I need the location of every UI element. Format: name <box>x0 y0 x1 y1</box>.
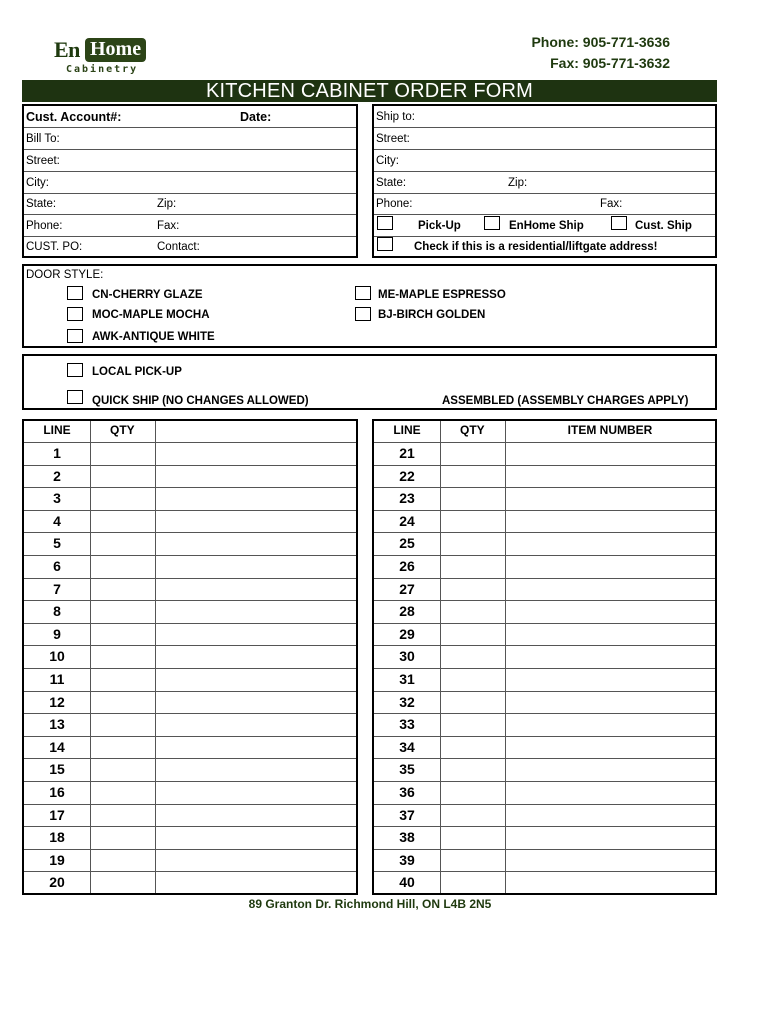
item-number-cell[interactable] <box>156 759 356 781</box>
pickup-label: Pick-Up <box>418 220 461 232</box>
qty-cell[interactable] <box>91 624 155 646</box>
qty-cell[interactable] <box>441 827 505 849</box>
qty-cell[interactable] <box>441 782 505 804</box>
item-number-cell[interactable] <box>506 737 715 759</box>
footer-address: 89 Granton Dr. Richmond Hill, ON L4B 2N5 <box>248 897 492 911</box>
residential-label: Check if this is a residential/liftgate address! <box>414 241 658 253</box>
qty-cell[interactable] <box>441 759 505 781</box>
qty-cell[interactable] <box>441 714 505 736</box>
line-number: 24 <box>399 512 415 529</box>
qty-cell[interactable] <box>441 443 505 465</box>
line-number: 14 <box>49 738 65 755</box>
delivery-options-section <box>22 354 717 410</box>
item-number-header: ITEM NUMBER <box>567 423 653 437</box>
line-number: 31 <box>399 671 415 687</box>
contact-label: Contact: <box>157 241 200 253</box>
item-number-cell[interactable] <box>156 872 356 894</box>
item-number-cell[interactable] <box>506 759 715 781</box>
items-table-right <box>372 419 717 895</box>
line-number: 30 <box>399 648 415 665</box>
line-number: 39 <box>399 851 415 868</box>
line-header: LINE <box>43 423 71 437</box>
local-pickup-checkbox[interactable] <box>67 363 83 377</box>
qty-cell[interactable] <box>441 646 505 668</box>
quick-ship-checkbox[interactable] <box>67 390 83 404</box>
line-number: 27 <box>399 580 415 597</box>
qty-cell[interactable] <box>91 872 155 894</box>
item-number-cell[interactable] <box>506 872 715 894</box>
line-number: 12 <box>49 693 65 710</box>
door-me-label: ME-MAPLE ESPRESSO <box>378 289 506 301</box>
qty-cell[interactable] <box>91 579 155 601</box>
ship-street-label: Street: <box>376 133 410 145</box>
bill-fax-label: Fax: <box>157 220 180 232</box>
line-number: 40 <box>399 874 415 891</box>
door-style-label: DOOR STYLE: <box>26 269 104 281</box>
item-number-cell[interactable] <box>506 601 715 623</box>
cust-po-label: CUST. PO: <box>26 241 83 253</box>
cust-account-label: Cust. Account#: <box>26 110 122 124</box>
company-logo <box>52 37 160 77</box>
qty-cell[interactable] <box>441 533 505 555</box>
door-bj-checkbox[interactable] <box>355 307 371 321</box>
qty-cell[interactable] <box>91 782 155 804</box>
line-number: 35 <box>399 761 415 778</box>
item-number-cell[interactable] <box>156 669 356 691</box>
logo-en: En <box>54 37 80 62</box>
item-number-cell[interactable] <box>156 488 356 510</box>
qty-cell[interactable] <box>441 601 505 623</box>
item-number-cell[interactable] <box>506 624 715 646</box>
ship-city-label: City: <box>376 155 399 167</box>
ship-phone-label: Phone: <box>376 198 413 210</box>
qty-cell[interactable] <box>91 556 155 578</box>
bill-phone-label: Phone: <box>26 220 63 232</box>
enhome-ship-label: EnHome Ship <box>509 220 584 232</box>
qty-cell[interactable] <box>441 556 505 578</box>
item-number-cell[interactable] <box>506 850 715 872</box>
line-number: 17 <box>49 806 65 823</box>
line-number: 5 <box>53 535 61 552</box>
qty-cell[interactable] <box>91 511 155 533</box>
assembled-label: ASSEMBLED (ASSEMBLY CHARGES APPLY) <box>442 395 689 407</box>
door-me-checkbox[interactable] <box>355 286 371 300</box>
item-number-cell[interactable] <box>506 511 715 533</box>
line-number: 25 <box>399 535 415 552</box>
line-number: 8 <box>53 603 61 620</box>
item-number-cell[interactable] <box>156 737 356 759</box>
door-cn-checkbox[interactable] <box>67 286 83 300</box>
item-number-cell[interactable] <box>156 692 356 714</box>
items-table-left <box>22 419 358 895</box>
item-number-cell[interactable] <box>506 556 715 578</box>
logo-home: Home <box>85 38 146 62</box>
company-fax: Fax: 905-771-3632 <box>550 55 670 71</box>
qty-cell[interactable] <box>441 669 505 691</box>
item-number-cell[interactable] <box>506 443 715 465</box>
qty-cell[interactable] <box>441 511 505 533</box>
item-number-cell[interactable] <box>156 601 356 623</box>
line-number: 4 <box>53 512 61 529</box>
item-number-cell[interactable] <box>506 782 715 804</box>
item-number-cell[interactable] <box>506 466 715 488</box>
qty-cell[interactable] <box>441 737 505 759</box>
qty-cell[interactable] <box>91 805 155 827</box>
item-number-cell[interactable] <box>506 805 715 827</box>
line-number: 37 <box>399 806 415 823</box>
item-number-cell[interactable] <box>156 511 356 533</box>
qty-cell[interactable] <box>441 805 505 827</box>
line-number: 3 <box>53 490 61 507</box>
line-number: 29 <box>399 625 415 642</box>
qty-cell[interactable] <box>441 872 505 894</box>
item-number-cell[interactable] <box>506 533 715 555</box>
line-header: LINE <box>393 423 421 437</box>
line-number: 26 <box>399 558 415 574</box>
form-title: KITCHEN CABINET ORDER FORM <box>22 80 717 102</box>
qty-cell[interactable] <box>441 466 505 488</box>
bill-state-label: State: <box>26 198 57 210</box>
item-number-cell[interactable] <box>156 850 356 872</box>
item-number-cell[interactable] <box>156 533 356 555</box>
door-moc-checkbox[interactable] <box>67 307 83 321</box>
ship-fax-label: Fax: <box>600 198 623 210</box>
qty-cell[interactable] <box>441 692 505 714</box>
line-number: 22 <box>399 467 415 484</box>
line-number: 6 <box>53 558 61 574</box>
qty-cell[interactable] <box>441 850 505 872</box>
line-number: 33 <box>399 716 415 733</box>
line-number: 38 <box>399 829 415 846</box>
qty-cell[interactable] <box>91 646 155 668</box>
item-number-cell[interactable] <box>156 827 356 849</box>
qty-cell[interactable] <box>91 692 155 714</box>
ship-state-label: State: <box>376 177 407 189</box>
line-number: 28 <box>399 603 415 620</box>
line-number: 21 <box>399 445 415 461</box>
qty-cell[interactable] <box>91 466 155 488</box>
item-number-cell[interactable] <box>156 782 356 804</box>
bill-street-label: Street: <box>26 155 60 167</box>
ship-to-label: Ship to: <box>376 111 415 123</box>
item-number-cell[interactable] <box>506 827 715 849</box>
line-number: 16 <box>49 784 65 800</box>
door-moc-label: MOC-MAPLE MOCHA <box>92 309 210 321</box>
line-number: 23 <box>399 490 415 507</box>
line-number: 2 <box>53 467 61 484</box>
pickup-checkbox[interactable] <box>377 216 393 230</box>
qty-cell[interactable] <box>91 669 155 691</box>
bill-city-label: City: <box>26 177 49 189</box>
qty-cell[interactable] <box>91 443 155 465</box>
line-number: 11 <box>49 671 65 687</box>
line-number: 19 <box>49 851 65 868</box>
item-number-cell[interactable] <box>156 556 356 578</box>
qty-cell[interactable] <box>91 737 155 759</box>
line-number: 10 <box>49 648 65 665</box>
qty-cell[interactable] <box>441 579 505 601</box>
item-number-cell[interactable] <box>156 466 356 488</box>
item-number-cell[interactable] <box>156 624 356 646</box>
bill-to-section <box>22 104 358 258</box>
ship-zip-label: Zip: <box>508 177 528 189</box>
door-bj-label: BJ-BIRCH GOLDEN <box>378 309 486 321</box>
local-pickup-label: LOCAL PICK-UP <box>92 366 182 378</box>
cust-ship-checkbox[interactable] <box>611 216 627 230</box>
line-number: 1 <box>53 445 61 461</box>
quick-ship-label: QUICK SHIP (NO CHANGES ALLOWED) <box>92 395 309 407</box>
date-label: Date: <box>240 110 272 124</box>
item-number-cell[interactable] <box>156 805 356 827</box>
qty-cell[interactable] <box>91 714 155 736</box>
line-number: 9 <box>53 625 61 642</box>
qty-cell[interactable] <box>91 827 155 849</box>
qty-cell[interactable] <box>91 601 155 623</box>
line-number: 7 <box>53 580 61 597</box>
item-number-cell[interactable] <box>506 488 715 510</box>
item-number-cell[interactable] <box>506 646 715 668</box>
door-style-section <box>22 264 717 348</box>
item-number-cell[interactable] <box>506 692 715 714</box>
bill-to-label: Bill To: <box>26 133 60 145</box>
bill-zip-label: Zip: <box>157 198 177 210</box>
item-number-cell[interactable] <box>506 669 715 691</box>
cust-ship-label: Cust. Ship <box>635 220 692 232</box>
ship-to-section <box>372 104 717 258</box>
item-number-cell[interactable] <box>156 714 356 736</box>
door-awk-checkbox[interactable] <box>67 329 83 343</box>
line-number: 13 <box>49 716 65 733</box>
qty-cell[interactable] <box>91 759 155 781</box>
logo-subtitle: Cabinetry <box>66 64 139 75</box>
qty-cell[interactable] <box>91 488 155 510</box>
item-number-cell[interactable] <box>156 646 356 668</box>
door-cn-label: CN-CHERRY GLAZE <box>92 289 203 301</box>
line-number: 32 <box>399 693 415 710</box>
qty-header: QTY <box>110 423 135 437</box>
qty-cell[interactable] <box>441 488 505 510</box>
item-number-cell[interactable] <box>156 443 356 465</box>
qty-cell[interactable] <box>91 850 155 872</box>
line-number: 15 <box>49 761 65 778</box>
line-number: 34 <box>399 738 415 755</box>
door-awk-label: AWK-ANTIQUE WHITE <box>92 331 215 343</box>
item-number-cell[interactable] <box>506 579 715 601</box>
item-number-cell[interactable] <box>156 579 356 601</box>
qty-cell[interactable] <box>441 624 505 646</box>
item-number-cell[interactable] <box>506 714 715 736</box>
residential-checkbox[interactable] <box>377 237 393 251</box>
line-number: 20 <box>49 874 65 891</box>
line-number: 36 <box>399 784 415 800</box>
enhome-ship-checkbox[interactable] <box>484 216 500 230</box>
line-number: 18 <box>49 829 65 846</box>
qty-cell[interactable] <box>91 533 155 555</box>
company-phone: Phone: 905-771-3636 <box>531 34 670 50</box>
qty-header: QTY <box>460 423 485 437</box>
